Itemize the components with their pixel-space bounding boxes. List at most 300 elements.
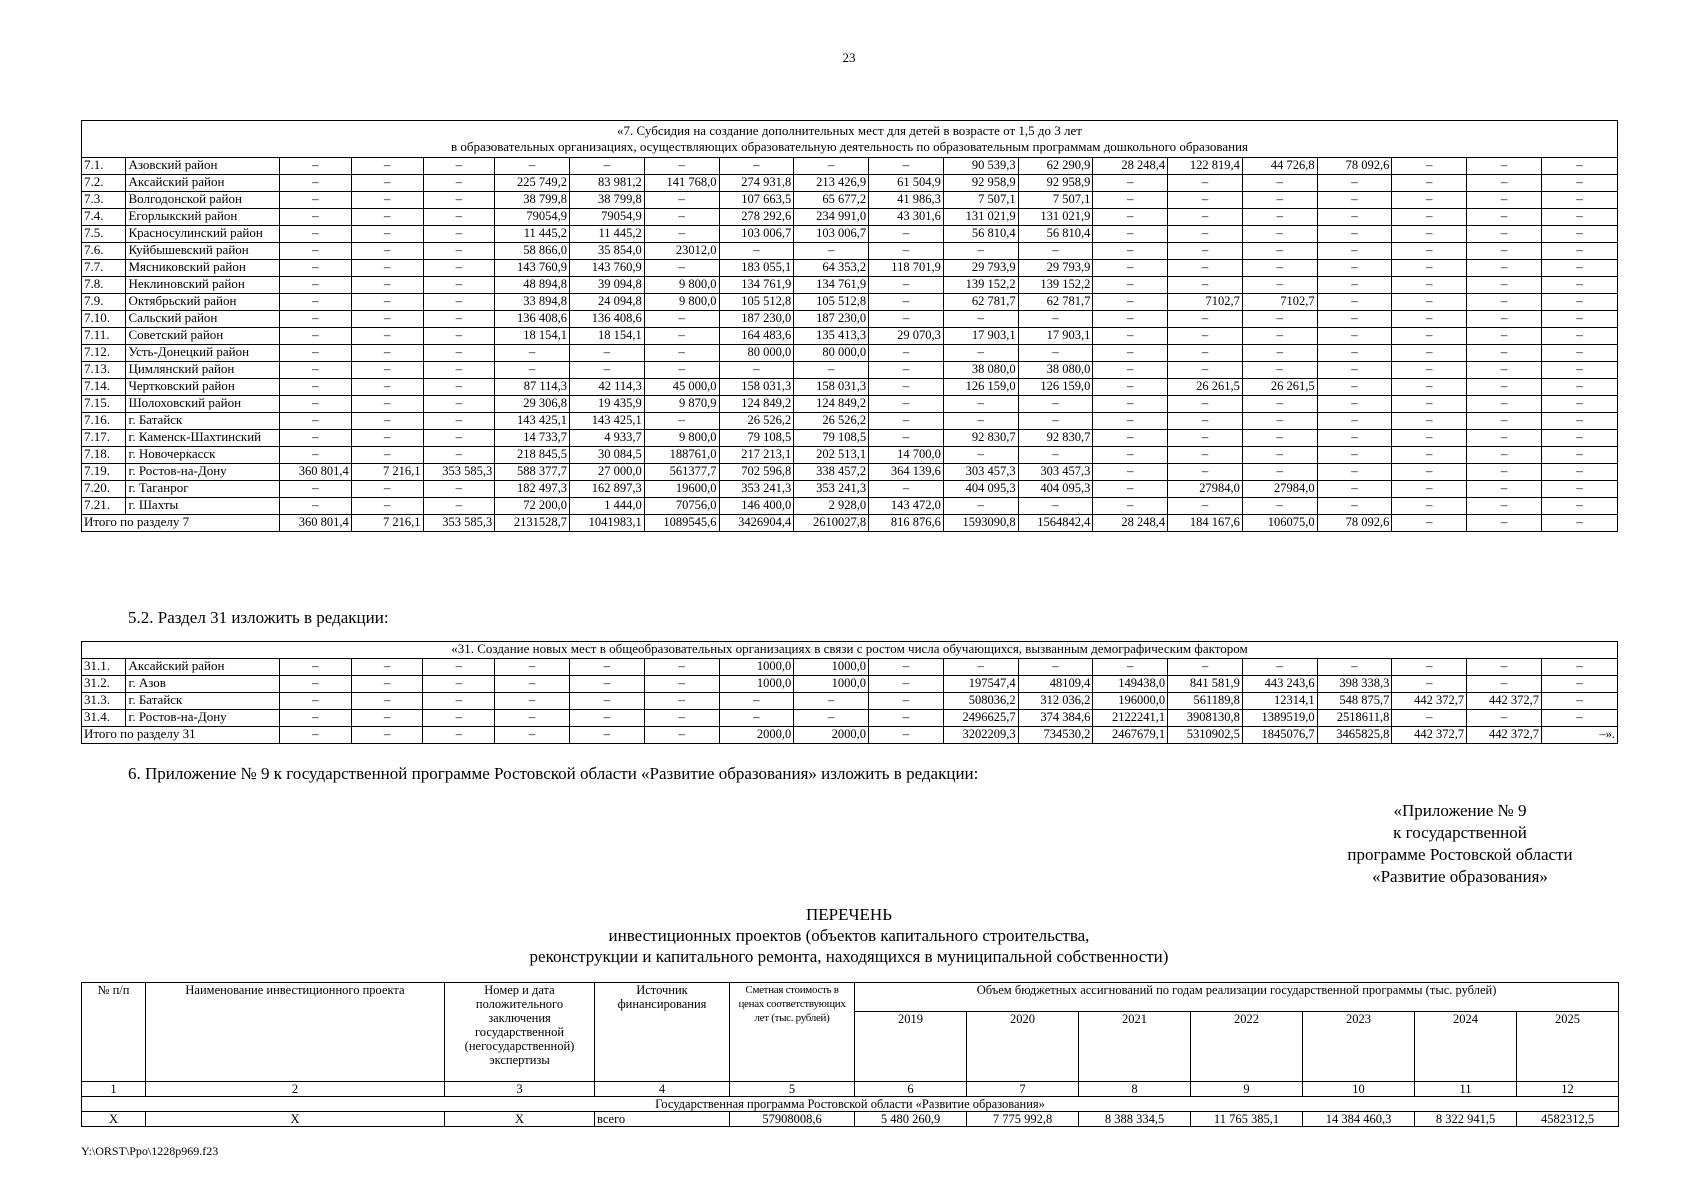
value-cell: 126 159,0 [1018, 379, 1093, 396]
value-cell: 126 159,0 [943, 379, 1018, 396]
value-cell: 360 801,4 [280, 464, 352, 481]
value-cell: – [1392, 226, 1467, 243]
value-cell: – [1392, 362, 1467, 379]
value-cell: – [1392, 328, 1467, 345]
value-cell: – [1168, 226, 1243, 243]
value-cell: – [569, 710, 644, 727]
value-cell: – [1541, 379, 1617, 396]
value-cell: – [1467, 175, 1542, 192]
total-value: – [423, 727, 495, 744]
value-cell: 234 991,0 [794, 209, 869, 226]
value-cell: – [943, 447, 1018, 464]
table-row [82, 1112, 1619, 1127]
value-cell: – [1317, 226, 1392, 243]
page-number: 23 [842, 50, 856, 65]
value-cell: 213 426,9 [794, 175, 869, 192]
table-row [82, 260, 1618, 277]
value-cell: – [351, 192, 423, 209]
total-row [82, 515, 1618, 532]
value-cell: – [1242, 209, 1317, 226]
value-cell: 72 200,0 [495, 498, 570, 515]
table-row [82, 243, 1618, 260]
value-cell: – [570, 158, 645, 175]
value-cell: 118 701,9 [869, 260, 944, 277]
value-cell: – [869, 693, 944, 710]
total-value: – [869, 727, 944, 744]
value-cell: – [280, 277, 352, 294]
column-number: 6 [855, 1082, 967, 1097]
value-cell: – [794, 710, 869, 727]
value-cell: – [351, 209, 423, 226]
value-cell: 143 425,1 [570, 413, 645, 430]
table-row [82, 192, 1618, 209]
value-cell: – [869, 379, 944, 396]
value-cell: – [570, 345, 645, 362]
value-cell: – [351, 379, 423, 396]
value-cell: 274 931,8 [719, 175, 794, 192]
value-cell: 41 986,3 [869, 192, 944, 209]
table-row [82, 413, 1618, 430]
value-cell: – [1242, 464, 1317, 481]
value-cell: 353 241,3 [719, 481, 794, 498]
table-row [82, 676, 1618, 693]
district-name: Волгодонской район [126, 192, 280, 209]
value-cell: – [644, 260, 719, 277]
value-cell: – [869, 243, 944, 260]
value-cell: 7 507,1 [1018, 192, 1093, 209]
value-cell: X [82, 1112, 146, 1127]
value-cell: – [1317, 243, 1392, 260]
row-number: 7.5. [82, 226, 126, 243]
value-cell: – [1317, 413, 1392, 430]
value-cell: – [1242, 447, 1317, 464]
value-cell: – [280, 243, 352, 260]
value-cell: – [794, 158, 869, 175]
value-cell: – [423, 413, 495, 430]
value-cell: – [943, 345, 1018, 362]
district-name: Советский район [126, 328, 280, 345]
total-value: 1593090,8 [943, 515, 1018, 532]
value-cell: – [794, 243, 869, 260]
value-cell: 404 095,3 [1018, 481, 1093, 498]
value-cell: – [1392, 311, 1467, 328]
value-cell: – [1093, 175, 1168, 192]
row-number: 7.18. [82, 447, 126, 464]
value-cell: – [869, 226, 944, 243]
value-cell: – [1541, 192, 1617, 209]
value-cell: – [1467, 447, 1542, 464]
value-cell: 1000,0 [794, 676, 869, 693]
value-cell: 364 139,6 [869, 464, 944, 481]
program-row-title: Государственная программа Ростовской области «Развитие образования» [82, 1097, 1619, 1112]
value-cell: – [1392, 345, 1467, 362]
value-cell: 398 338,3 [1317, 676, 1392, 693]
value-cell: – [1093, 209, 1168, 226]
value-cell: – [644, 413, 719, 430]
value-cell: – [1541, 243, 1617, 260]
value-cell: 143 472,0 [869, 498, 944, 515]
value-cell: 353 585,3 [423, 464, 495, 481]
header-cost: Сметная стоимость в ценах соответствующих лет (тыс. рублей) [730, 983, 855, 1082]
value-cell: – [1093, 430, 1168, 447]
value-cell: 7102,7 [1168, 294, 1243, 311]
value-cell: – [1392, 379, 1467, 396]
value-cell: 143 760,9 [495, 260, 570, 277]
value-cell: – [1242, 311, 1317, 328]
total-value: 816 876,6 [869, 515, 944, 532]
value-cell: – [1093, 659, 1168, 676]
value-cell: 103 006,7 [719, 226, 794, 243]
value-cell: – [719, 710, 794, 727]
value-cell: – [1392, 209, 1467, 226]
value-cell: – [1168, 396, 1243, 413]
value-cell: 164 483,6 [719, 328, 794, 345]
value-cell: – [1392, 260, 1467, 277]
value-cell: – [1467, 345, 1542, 362]
value-cell: 79 108,5 [719, 430, 794, 447]
table-row [82, 209, 1618, 226]
value-cell: 80 000,0 [719, 345, 794, 362]
table-row [82, 710, 1618, 727]
value-cell: 29 306,8 [495, 396, 570, 413]
district-name: Сальский район [126, 311, 280, 328]
paragraph-5-2: 5.2. Раздел 31 изложить в редакции: [128, 608, 389, 627]
value-cell: – [1392, 175, 1467, 192]
value-cell: 38 799,8 [495, 192, 570, 209]
value-cell: – [495, 710, 570, 727]
table-row [82, 430, 1618, 447]
value-cell: – [869, 413, 944, 430]
value-cell: – [1392, 659, 1467, 676]
value-cell: 27984,0 [1242, 481, 1317, 498]
value-cell: – [1467, 464, 1542, 481]
value-cell: – [1168, 328, 1243, 345]
value-cell: – [1541, 659, 1617, 676]
value-cell: – [569, 659, 644, 676]
investment-projects-table [81, 982, 1619, 1127]
row-number: 31.3. [82, 693, 126, 710]
value-cell: 39 094,8 [570, 277, 645, 294]
value-cell: 107 663,5 [719, 192, 794, 209]
value-cell: – [1392, 676, 1467, 693]
value-cell: 1000,0 [719, 659, 794, 676]
column-number: 10 [1303, 1082, 1415, 1097]
value-cell: – [423, 430, 495, 447]
column-number: 3 [445, 1082, 595, 1097]
value-cell: – [423, 362, 495, 379]
value-cell: – [943, 413, 1018, 430]
district-name: г. Ростов-на-Дону [126, 710, 280, 727]
year-header: 2022 [1191, 1012, 1303, 1082]
total-value: 7 216,1 [351, 515, 423, 532]
total-value: 2467679,1 [1093, 727, 1168, 744]
value-cell: 35 854,0 [570, 243, 645, 260]
value-cell: – [943, 498, 1018, 515]
value-cell: – [351, 294, 423, 311]
value-cell: – [1541, 209, 1617, 226]
header-source: Источник финансирования [595, 983, 730, 1082]
value-cell: – [1467, 659, 1542, 676]
value-cell: 27 000,0 [570, 464, 645, 481]
value-cell: – [1317, 175, 1392, 192]
district-name: г. Таганрог [126, 481, 280, 498]
value-cell: – [280, 345, 352, 362]
value-cell: 197547,4 [943, 676, 1018, 693]
row-number: 7.9. [82, 294, 126, 311]
value-cell: – [644, 710, 719, 727]
value-cell: – [869, 345, 944, 362]
value-cell: – [1317, 311, 1392, 328]
value-cell: – [1317, 192, 1392, 209]
value-cell: – [869, 294, 944, 311]
value-cell: X [146, 1112, 445, 1127]
value-cell: 1389519,0 [1242, 710, 1317, 727]
value-cell: – [351, 243, 423, 260]
value-cell: – [1168, 362, 1243, 379]
value-cell: – [1541, 362, 1617, 379]
column-number: 2 [146, 1082, 445, 1097]
row-number: 7.11. [82, 328, 126, 345]
value-cell: 182 497,3 [495, 481, 570, 498]
value-cell: – [1093, 192, 1168, 209]
value-cell: – [423, 226, 495, 243]
value-cell: – [1018, 498, 1093, 515]
value-cell: 2122241,1 [1093, 710, 1168, 727]
value-cell: – [1093, 379, 1168, 396]
value-cell: 79054,9 [495, 209, 570, 226]
value-cell: – [495, 345, 570, 362]
value-cell: – [280, 362, 352, 379]
value-cell: – [1541, 693, 1617, 710]
value-cell: – [1317, 498, 1392, 515]
value-cell: – [644, 209, 719, 226]
value-cell: – [1168, 659, 1243, 676]
total-value: 442 372,7 [1392, 727, 1467, 744]
value-cell: 18 154,1 [570, 328, 645, 345]
total-value: – [1467, 515, 1542, 532]
table-row [82, 379, 1618, 396]
value-cell: 17 903,1 [943, 328, 1018, 345]
total-label: Итого по разделу 7 [82, 515, 280, 532]
value-cell: 303 457,3 [943, 464, 1018, 481]
value-cell: 218 845,5 [495, 447, 570, 464]
value-cell: – [1541, 175, 1617, 192]
value-cell: – [1392, 498, 1467, 515]
value-cell: – [1467, 362, 1542, 379]
district-name: Азовский район [126, 158, 280, 175]
value-cell: – [423, 447, 495, 464]
value-cell: 19 435,9 [570, 396, 645, 413]
value-cell: 48109,4 [1018, 676, 1093, 693]
section-31-table [81, 641, 1618, 744]
value-cell: – [869, 430, 944, 447]
value-cell: – [1018, 396, 1093, 413]
total-value: – [495, 727, 570, 744]
value-cell: – [1093, 311, 1168, 328]
value-cell: – [1541, 328, 1617, 345]
value-cell: – [1541, 481, 1617, 498]
value-cell: – [280, 447, 352, 464]
value-cell: – [1168, 260, 1243, 277]
value-cell: – [1018, 243, 1093, 260]
value-cell: 149438,0 [1093, 676, 1168, 693]
value-cell: – [1093, 396, 1168, 413]
value-cell: – [1541, 464, 1617, 481]
value-cell: – [569, 693, 644, 710]
value-cell: – [423, 498, 495, 515]
value-cell: 143 760,9 [570, 260, 645, 277]
value-cell: – [1168, 209, 1243, 226]
value-cell: – [280, 226, 352, 243]
value-cell: – [1541, 676, 1617, 693]
value-cell: 44 726,8 [1242, 158, 1317, 175]
value-cell: – [1541, 396, 1617, 413]
table-row [82, 464, 1618, 481]
value-cell: 162 897,3 [570, 481, 645, 498]
value-cell: 29 793,9 [1018, 260, 1093, 277]
value-cell: 62 290,9 [1018, 158, 1093, 175]
value-cell: – [1317, 362, 1392, 379]
table-row [82, 226, 1618, 243]
value-cell: – [869, 710, 944, 727]
value-cell: 5 480 260,9 [855, 1112, 967, 1127]
district-name: Аксайский район [126, 659, 280, 676]
value-cell: 105 512,8 [794, 294, 869, 311]
value-cell: – [1392, 192, 1467, 209]
value-cell: – [1168, 447, 1243, 464]
value-cell: – [1018, 659, 1093, 676]
district-name: г. Новочеркасск [126, 447, 280, 464]
value-cell: 92 830,7 [943, 430, 1018, 447]
value-cell: 561377,7 [644, 464, 719, 481]
value-cell: – [1317, 260, 1392, 277]
value-cell: 48 894,8 [495, 277, 570, 294]
column-number: 11 [1415, 1082, 1517, 1097]
value-cell: – [1168, 243, 1243, 260]
value-cell: – [1168, 464, 1243, 481]
value-cell: 70756,0 [644, 498, 719, 515]
value-cell: – [423, 481, 495, 498]
value-cell: – [1018, 311, 1093, 328]
value-cell: – [869, 659, 944, 676]
value-cell: – [1317, 481, 1392, 498]
district-name: Чертковский район [126, 379, 280, 396]
value-cell: – [351, 659, 423, 676]
value-cell: – [280, 328, 352, 345]
total-value: 360 801,4 [280, 515, 352, 532]
value-cell: 1000,0 [719, 676, 794, 693]
total-value: 3202209,3 [943, 727, 1018, 744]
value-cell: – [794, 693, 869, 710]
total-value: – [1541, 515, 1617, 532]
column-number: 4 [595, 1082, 730, 1097]
table-row [82, 158, 1618, 175]
district-name: Егорлыкский район [126, 209, 280, 226]
list-title: ПЕРЕЧЕНЬ инвестиционных проектов (объектов капитального строительства, реконструкции и капитального ремонта, находящихся в муниципальной собственности) [529, 905, 1169, 966]
value-cell: 11 445,2 [495, 226, 570, 243]
value-cell: – [644, 362, 719, 379]
section-31-title: «31. Создание новых мест в общеобразовательных организациях в связи с ростом числа обучающихся, вызванным демографическим фактором [82, 642, 1618, 659]
value-cell: – [351, 328, 423, 345]
value-cell: – [1541, 277, 1617, 294]
district-name: г. Шахты [126, 498, 280, 515]
value-cell: – [1093, 464, 1168, 481]
value-cell: – [423, 396, 495, 413]
value-cell: 83 981,2 [570, 175, 645, 192]
table-row [82, 328, 1618, 345]
value-cell: – [1168, 311, 1243, 328]
value-cell: 134 761,9 [794, 277, 869, 294]
value-cell: 139 152,2 [943, 277, 1018, 294]
value-cell: X [445, 1112, 595, 1127]
total-value: 2131528,7 [495, 515, 570, 532]
value-cell: – [644, 311, 719, 328]
value-cell: 43 301,6 [869, 209, 944, 226]
value-cell: 124 849,2 [719, 396, 794, 413]
value-cell: – [1467, 498, 1542, 515]
value-cell: 27984,0 [1168, 481, 1243, 498]
value-cell: 103 006,7 [794, 226, 869, 243]
value-cell: – [1093, 481, 1168, 498]
value-cell: 1 444,0 [570, 498, 645, 515]
total-value: 1089545,6 [644, 515, 719, 532]
value-cell: 136 408,6 [495, 311, 570, 328]
value-cell: 1000,0 [794, 659, 869, 676]
header-number: № п/п [82, 983, 146, 1082]
value-cell: – [280, 676, 352, 693]
value-cell: – [1541, 710, 1617, 727]
column-numbers-row [82, 1082, 1619, 1097]
total-value: 1041983,1 [570, 515, 645, 532]
value-cell: – [1467, 430, 1542, 447]
value-cell: 79054,9 [570, 209, 645, 226]
value-cell: 17 903,1 [1018, 328, 1093, 345]
value-cell: 131 021,9 [943, 209, 1018, 226]
row-number: 7.6. [82, 243, 126, 260]
value-cell: 4 933,7 [570, 430, 645, 447]
value-cell: – [423, 175, 495, 192]
value-cell: 38 080,0 [1018, 362, 1093, 379]
value-cell: – [423, 693, 495, 710]
value-cell: – [351, 710, 423, 727]
value-cell: 374 384,6 [1018, 710, 1093, 727]
value-cell: – [423, 277, 495, 294]
value-cell: 30 084,5 [570, 447, 645, 464]
value-cell: – [1541, 430, 1617, 447]
value-cell: 28 248,4 [1093, 158, 1168, 175]
value-cell: – [1018, 345, 1093, 362]
value-cell: 278 292,6 [719, 209, 794, 226]
value-cell: – [1467, 226, 1542, 243]
value-cell: – [644, 158, 719, 175]
value-cell: – [423, 294, 495, 311]
value-cell: – [1467, 413, 1542, 430]
value-cell: 8 322 941,5 [1415, 1112, 1517, 1127]
value-cell: – [280, 659, 352, 676]
value-cell: – [1467, 379, 1542, 396]
district-name: Октябрьский район [126, 294, 280, 311]
value-cell: – [1392, 243, 1467, 260]
district-name: г. Каменск-Шахтинский [126, 430, 280, 447]
value-cell: – [280, 192, 352, 209]
table-row [82, 498, 1618, 515]
value-cell: – [1317, 464, 1392, 481]
district-name: г. Батайск [126, 693, 280, 710]
total-label: Итого по разделу 31 [82, 727, 280, 744]
value-cell: – [423, 345, 495, 362]
value-cell: 508036,2 [943, 693, 1018, 710]
table-row [82, 396, 1618, 413]
